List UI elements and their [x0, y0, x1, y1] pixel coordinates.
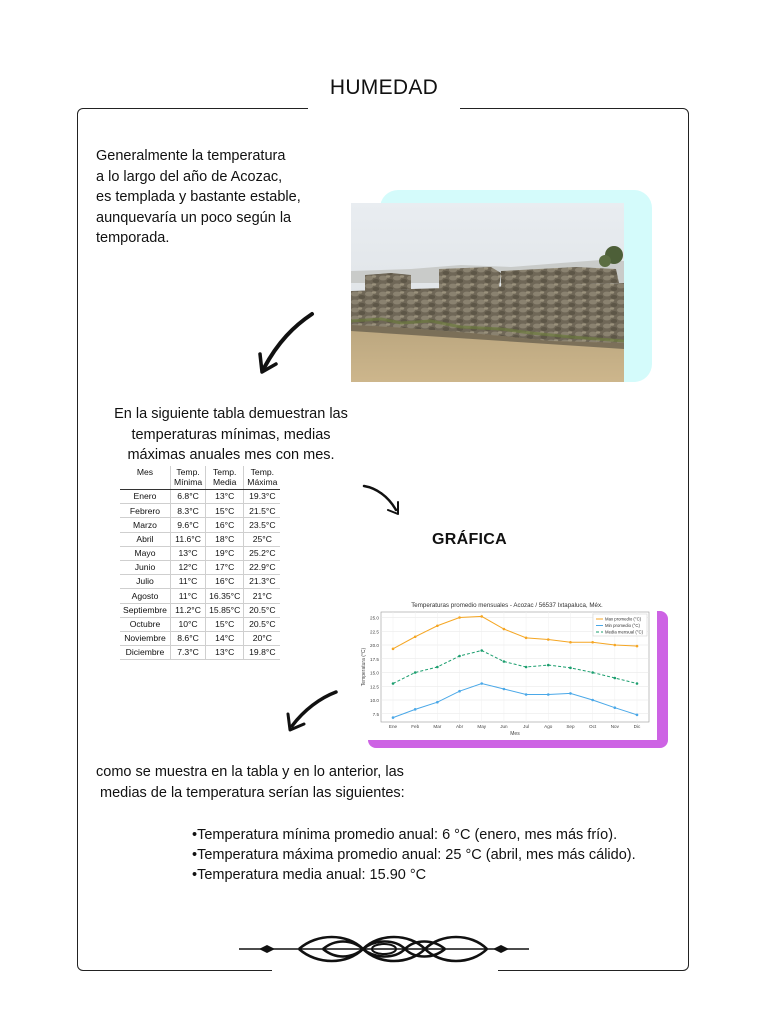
intro-line: aunquevaría un poco según la: [96, 209, 292, 226]
series-point: [614, 706, 617, 709]
table-cell: 13°C: [170, 546, 205, 560]
ornament-divider-icon: [237, 927, 531, 971]
table-cell: 6.8°C: [170, 490, 205, 504]
ruins-photo: [351, 203, 624, 382]
series-point: [503, 688, 506, 691]
series-point: [547, 664, 550, 667]
intro-paragraph: [96, 146, 346, 249]
table-row: [120, 504, 280, 518]
series-point: [436, 701, 439, 704]
table-cell: Abril: [120, 532, 170, 546]
y-tick-label: 10.0: [370, 698, 379, 703]
series-point: [636, 682, 639, 685]
table-cell: Agosto: [120, 589, 170, 603]
series-point: [480, 682, 483, 685]
table-cell: 25.2°C: [244, 546, 281, 560]
summary-line: como se muestra en la tabla y en lo anterior, las: [96, 764, 404, 780]
table-row: [120, 646, 280, 660]
y-tick-label: 25.0: [370, 615, 379, 621]
series-point: [503, 660, 506, 663]
table-cell: Marzo: [120, 518, 170, 532]
page-title: HUMEDAD: [329, 76, 439, 99]
table-cell: 14°C: [206, 631, 244, 645]
table-row: [120, 589, 280, 603]
table-header-cell: Temp. Máxima: [244, 466, 281, 490]
series-point: [414, 635, 417, 638]
x-tick-label: Mar: [433, 724, 442, 729]
arrow-down-right-icon: [360, 480, 406, 520]
table-cell: Junio: [120, 560, 170, 574]
table-cell: 16°C: [206, 518, 244, 532]
table-intro-line: En la siguiente tabla demuestran las: [114, 406, 348, 422]
series-point: [636, 645, 639, 648]
series-point: [591, 641, 594, 644]
table-header-cell: Mes: [120, 466, 170, 490]
series-point: [547, 638, 550, 641]
y-tick-label: 7.5: [372, 711, 379, 717]
series-point: [414, 671, 417, 674]
series-point: [525, 637, 528, 640]
series-point: [591, 699, 594, 702]
table-cell: 11.6°C: [170, 532, 205, 546]
x-tick-label: May: [477, 724, 487, 729]
series-point: [458, 616, 461, 619]
chart-svg: [357, 598, 657, 740]
table-cell: 11°C: [170, 589, 205, 603]
series-point: [614, 644, 617, 647]
table-intro-line: máximas anuales mes con mes.: [127, 447, 335, 463]
table-cell: 11°C: [170, 575, 205, 589]
table-cell: Septiembre: [120, 603, 170, 617]
y-tick-label: 17.5: [370, 656, 379, 662]
table-cell: 18°C: [206, 532, 244, 546]
arrow-down-icon: [252, 308, 322, 380]
table-cell: Enero: [120, 490, 170, 504]
table-cell: 7.3°C: [170, 646, 205, 660]
table-cell: 15.85°C: [206, 603, 244, 617]
table-cell: Mayo: [120, 546, 170, 560]
table-header-cell: Temp. Media: [206, 466, 244, 490]
series-point: [458, 655, 461, 658]
bullet-item: •Temperatura mínima promedio anual: 6 °C (enero, mes más frío).: [192, 827, 618, 843]
intro-line: temporada.: [96, 230, 170, 246]
x-tick-label: Feb: [411, 724, 420, 729]
table-row: [120, 575, 280, 589]
table-cell: 21.3°C: [244, 575, 281, 589]
bullet-item: •Temperatura máxima promedio anual: 25 °C (abril, mes más cálido).: [192, 847, 636, 863]
x-tick-label: Dic: [633, 724, 641, 729]
series-point: [480, 649, 483, 652]
x-tick-label: Jun: [500, 724, 508, 729]
summary-bullets: [192, 825, 636, 885]
series-point: [547, 693, 550, 696]
table-cell: 20.5°C: [244, 617, 281, 631]
table-cell: 13°C: [206, 490, 244, 504]
series-point: [614, 677, 617, 680]
series-point: [503, 628, 506, 631]
table-cell: 11.2°C: [170, 603, 205, 617]
table-cell: 13°C: [206, 646, 244, 660]
table-row: [120, 490, 280, 504]
series-point: [569, 692, 572, 695]
table-cell: 16.35°C: [206, 589, 244, 603]
intro-line: es templada y bastante estable,: [96, 189, 301, 205]
series-point: [525, 693, 528, 696]
table-cell: 19.8°C: [244, 646, 281, 660]
series-point: [569, 641, 572, 644]
table-cell: 10°C: [170, 617, 205, 631]
table-row: [120, 617, 280, 631]
temperature-table: [120, 466, 280, 660]
summary-paragraph: [96, 762, 436, 803]
y-axis-label: Temperatura (°C): [361, 647, 367, 687]
bullet-item: •Temperatura media anual: 15.90 °C: [192, 867, 427, 883]
table-cell: Noviembre: [120, 631, 170, 645]
arrow-down-left-icon: [282, 686, 342, 736]
x-tick-label: Jul: [523, 724, 530, 729]
legend-label: Media mensual (°C): [605, 629, 644, 635]
series-point: [525, 666, 528, 669]
x-tick-label: Nov: [610, 724, 619, 729]
table-row: [120, 631, 280, 645]
table-row: [120, 532, 280, 546]
table-cell: 22.9°C: [244, 560, 281, 574]
table-cell: 16°C: [206, 575, 244, 589]
table-header-cell: Temp. Mínima: [170, 466, 205, 490]
series-point: [458, 690, 461, 693]
series-point: [436, 624, 439, 627]
x-tick-label: Ene: [388, 724, 398, 729]
series-point: [392, 648, 395, 651]
series-point: [636, 714, 639, 717]
table-row: [120, 603, 280, 617]
table-intro-line: temperaturas mínimas, medias: [131, 426, 331, 443]
table-cell: 21.5°C: [244, 504, 281, 518]
series-point: [591, 671, 594, 674]
x-tick-label: Sep: [566, 724, 575, 729]
legend-label: Min promedio (°C): [605, 623, 640, 629]
table-cell: 12°C: [170, 560, 205, 574]
table-cell: 8.3°C: [170, 504, 205, 518]
table-intro-paragraph: [96, 404, 366, 466]
table-cell: 15°C: [206, 617, 244, 631]
table-cell: Febrero: [120, 504, 170, 518]
table-cell: 23.5°C: [244, 518, 281, 532]
x-tick-label: Oct: [589, 724, 597, 729]
x-tick-label: Abr: [455, 724, 464, 729]
table-row: [120, 560, 280, 574]
table-cell: 15°C: [206, 504, 244, 518]
summary-line: medias de la temperatura serían las siguientes:: [96, 784, 405, 801]
table-cell: 20°C: [244, 631, 281, 645]
table-cell: Octubre: [120, 617, 170, 631]
table-cell: 21°C: [244, 589, 281, 603]
table-cell: Julio: [120, 575, 170, 589]
series-point: [480, 615, 483, 618]
table-cell: 19.3°C: [244, 490, 281, 504]
table-cell: 20.5°C: [244, 603, 281, 617]
legend-label: Max promedio (°C): [605, 616, 642, 622]
series-point: [569, 667, 572, 670]
table-cell: 17°C: [206, 560, 244, 574]
frame-gap-top: [308, 100, 460, 120]
y-tick-label: 12.5: [370, 684, 379, 690]
intro-line: a lo largo del año de Acozac,: [96, 168, 283, 185]
temperature-chart: [357, 598, 657, 740]
table-row: [120, 518, 280, 532]
x-axis-label: Mes: [510, 731, 520, 737]
intro-line: Generalmente la temperatura: [96, 148, 286, 164]
table-cell: 9.6°C: [170, 518, 205, 532]
y-tick-label: 20.0: [370, 643, 379, 648]
table-row: [120, 546, 280, 560]
table-cell: 19°C: [206, 546, 244, 560]
series-point: [414, 708, 417, 711]
y-tick-label: 15.0: [370, 670, 379, 676]
grafica-heading: GRÁFICA: [432, 531, 507, 548]
series-point: [392, 716, 395, 719]
table-cell: 25°C: [244, 532, 281, 546]
y-tick-label: 22.5: [370, 629, 379, 635]
table-cell: 8.6°C: [170, 631, 205, 645]
series-point: [436, 666, 439, 669]
series-point: [392, 682, 395, 685]
chart-title: Temperaturas promedio mensuales - Acozac / 56537 Ixtapaluca, Méx.: [411, 602, 603, 609]
x-tick-label: Ago: [544, 724, 553, 729]
table-cell: Diciembre: [120, 646, 170, 660]
